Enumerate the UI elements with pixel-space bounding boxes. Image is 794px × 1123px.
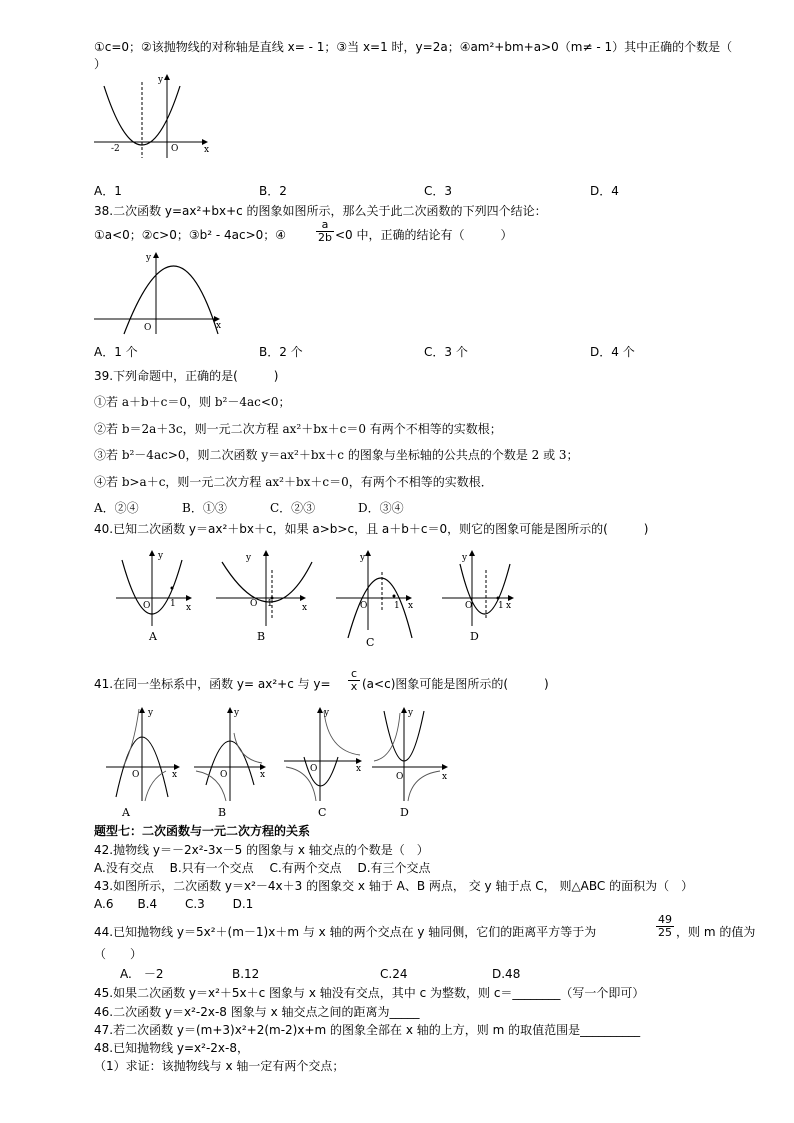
q37-option-d: D．4: [590, 184, 619, 198]
q44-fraction: [656, 914, 674, 939]
q39-option-d: D．③④: [358, 501, 404, 515]
q39-option-b: B．①③: [182, 501, 227, 515]
q40-c-y-label: y: [360, 553, 366, 563]
q41-d-origin: O: [396, 772, 404, 782]
q37-graph-y-label: y: [158, 75, 164, 85]
q41-graph-a: [104, 705, 194, 820]
q40-b-one: 1: [267, 599, 273, 609]
q40-c-origin: O: [360, 601, 368, 611]
section-7-heading: 题型七：二次函数与一元二次方程的关系: [94, 824, 311, 838]
q40-a-x-label: x: [186, 603, 192, 613]
q40-graph-d: [438, 548, 528, 648]
q38-graph-y-label: y: [146, 253, 152, 263]
q41-d-y-label: y: [408, 708, 414, 718]
q37-graph-x-label: x: [204, 145, 210, 155]
q41-graph-c: [282, 705, 372, 820]
q44-option-b: B.12: [232, 967, 260, 981]
q37-graph-origin: O: [171, 144, 179, 154]
q41-d-label: D: [400, 806, 409, 819]
q40-graph-a: [112, 548, 202, 648]
q39-item-3: ③若 b²－4ac>0，则二次函数 y＝ax²＋bx＋c 的图象与坐标轴的公共点的个数是 2 或 3；: [94, 448, 579, 462]
q41-c-y-label: y: [324, 708, 330, 718]
q39-item-1: ①若 a＋b＋c＝0，则 b²－4ac<0；: [94, 395, 291, 409]
q37-option-b: B．2: [259, 184, 287, 198]
q41-c-origin: O: [310, 764, 318, 774]
q38-graph: [94, 248, 234, 338]
q44-fraction-den: 25: [658, 926, 672, 939]
q41-graph-d: [370, 705, 460, 820]
q38-graph-x-label: x: [216, 321, 222, 331]
q41-c-x-label: x: [356, 764, 362, 774]
q44-stem-end: ，则 m 的值为: [676, 925, 756, 939]
q38-option-d: D．4 个: [590, 345, 635, 359]
q44-fraction-num: 49: [658, 913, 672, 926]
q44-line2: （ ）: [94, 947, 143, 961]
q40-graph-c: [332, 548, 422, 653]
q41-graph-b: [192, 705, 282, 820]
q47-stem: 47.若二次函数 y＝(m+3)x²+2(m-2)x+m 的图象全部在 x 轴的上方，则 m 的取值范围是__________: [94, 1023, 641, 1037]
q45-stem: 45.如果二次函数 y＝x²＋5x＋c 图象与 x 轴没有交点，其中 c 为整数，则 c＝________（写一个即可）: [94, 986, 645, 1000]
q41-d-x-label: x: [442, 772, 448, 782]
q38-stem: 38.二次函数 y=ax²+bx+c 的图象如图所示，那么关于此二次函数的下列四个结论：: [94, 204, 547, 218]
q38-conditions-start: ①a<0；②c>0；③b² - 4ac>0；④: [94, 228, 287, 242]
q40-c-one: 1: [394, 601, 400, 611]
q41-stem-start: 41.在同一坐标系中，函数 y= ax²+c 与 y=: [94, 677, 331, 691]
q40-d-x-label: x: [506, 601, 512, 611]
q44-option-d: D.48: [492, 967, 521, 981]
q48-sub1: （1）求证：该抛物线与 x 轴一定有两个交点；: [94, 1059, 345, 1073]
q40-b-label: B: [257, 630, 266, 643]
q43-stem: 43.如图所示，二次函数 y＝x²－4x＋3 的图象交 x 轴于 A、B 两点， 交 y 轴于点 C， 则△ABC 的面积为（ ）: [94, 879, 694, 893]
q40-b-y-label: y: [246, 553, 252, 563]
q41-a-x-label: x: [172, 770, 178, 780]
q40-c-x-label: x: [408, 601, 414, 611]
q39-option-c: C．②③: [270, 501, 316, 515]
q41-b-y-label: y: [234, 708, 240, 718]
q41-fraction-num: c: [350, 667, 358, 680]
q40-graph-b: [212, 548, 317, 648]
q40-d-label: D: [470, 630, 479, 643]
q38-conditions-end: <0 中，正确的结论有（ ）: [335, 228, 513, 242]
q40-a-label: A: [149, 630, 157, 643]
q44-option-c: C.24: [380, 967, 408, 981]
q40-a-one: 1: [170, 599, 176, 609]
q40-b-origin: O: [250, 599, 258, 609]
q48-stem: 48.已知抛物线 y=x²-2x-8，: [94, 1041, 249, 1055]
q41-fraction-den: x: [348, 680, 360, 693]
q40-a-origin: O: [143, 601, 151, 611]
q38-fraction: [316, 219, 334, 244]
q42-options: A.没有交点 B.只有一个交点 C.有两个交点 D.有三个交点: [94, 861, 431, 875]
q42-stem: 42.抛物线 y＝－2x²-3x－5 的图象与 x 轴交点的个数是（ ）: [94, 843, 429, 857]
q38-option-b: B．2 个: [259, 345, 303, 359]
q39-item-4: ④若 b>a＋c，则一元二次方程 ax²＋bx＋c＝0，有两个不相等的实数根．: [94, 475, 493, 489]
q41-b-origin: O: [220, 770, 228, 780]
q46-stem: 46.二次函数 y＝x²-2x-8 图象与 x 轴交点之间的距离为_____: [94, 1005, 420, 1019]
q41-a-y-label: y: [148, 708, 154, 718]
q40-stem: 40.已知二次函数 y＝ax²＋bx＋c，如果 a>b>c，且 a＋b＋c＝0，则它的图象可能是图所示的( ): [94, 522, 649, 536]
q39-option-a: A．②④: [94, 501, 139, 515]
q43-options: A.6 B.4 C.3 D.1: [94, 897, 254, 911]
q39-stem: 39.下列命题中，正确的是( ): [94, 369, 279, 383]
q38-fraction-den: 2b: [316, 231, 334, 244]
q40-b-x-label: x: [302, 603, 308, 613]
q40-d-origin: O: [465, 601, 473, 611]
q37-stem-line1: ①c=0；②该抛物线的对称轴是直线 x= - 1；③当 x=1 时，y=2a；④am²+bm+a>0（m≠ - 1）其中正确的个数是（: [94, 40, 733, 54]
q41-a-label: A: [122, 806, 130, 819]
q37-option-c: C．3: [424, 184, 453, 198]
q41-b-x-label: x: [260, 770, 266, 780]
q37-graph-neg2: -2: [111, 144, 120, 154]
q41-fraction: [348, 668, 360, 693]
q44-stem-start: 44.已知抛物线 y＝5x²＋(m－1)x＋m 与 x 轴的两个交点在 y 轴同侧，它们的距离平方等于为: [94, 925, 597, 939]
q41-a-origin: O: [132, 770, 140, 780]
q37-option-a: A．1: [94, 184, 122, 198]
q38-fraction-num: a: [321, 218, 329, 231]
q41-b-label: B: [218, 806, 227, 819]
q40-d-one: 1: [498, 601, 504, 611]
q38-option-c: C．3 个: [424, 345, 468, 359]
q38-option-a: A．1 个: [94, 345, 138, 359]
q41-c-label: C: [318, 806, 327, 819]
q44-option-a: A. －2: [120, 967, 164, 981]
q40-d-y-label: y: [462, 553, 468, 563]
q38-graph-origin: O: [144, 323, 152, 333]
q40-a-y-label: y: [158, 551, 164, 561]
q39-item-2: ②若 b＝2a＋3c，则一元二次方程 ax²＋bx＋c＝0 有两个不相等的实数根；: [94, 422, 502, 436]
q41-stem-end: (a<c)图象可能是图所示的( ): [362, 677, 549, 691]
q37-stem-line2: ）: [94, 57, 107, 71]
q40-c-label: C: [366, 636, 375, 649]
q37-graph: [94, 72, 214, 162]
